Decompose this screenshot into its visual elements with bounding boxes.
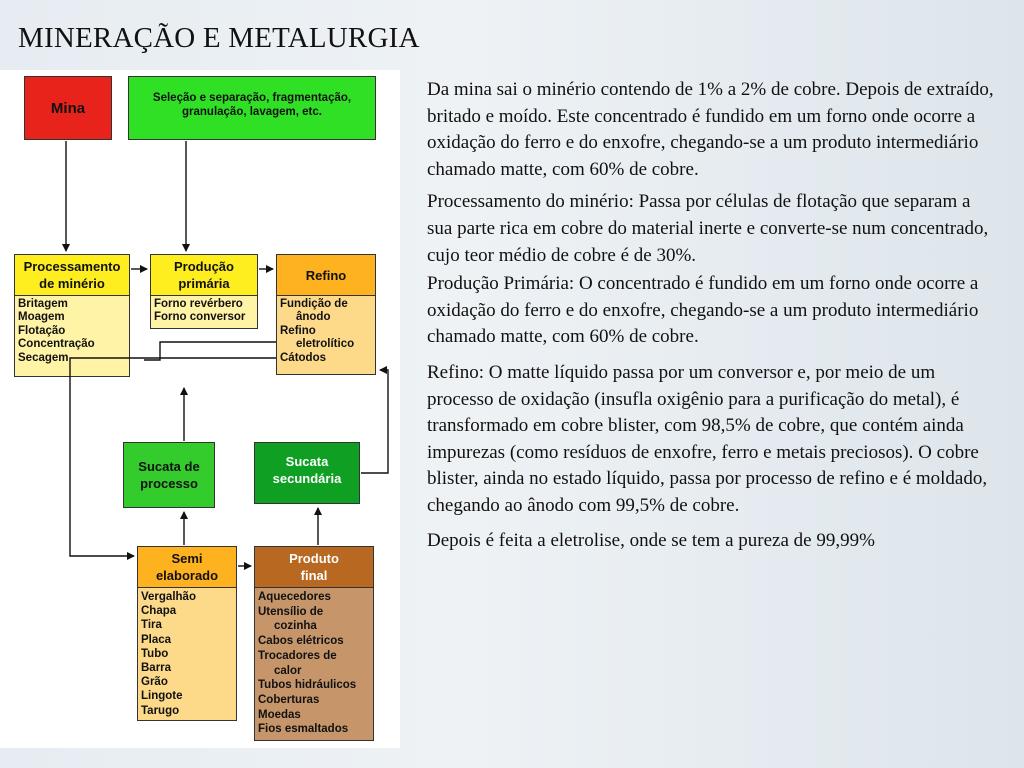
sucata-secundaria-label: Sucata secundária (272, 454, 342, 486)
body-text (427, 77, 1017, 554)
semi-label: Semi elaborado (155, 551, 219, 583)
paragraph-1: Da mina sai o minério contendo de 1% a 2% de cobre. Depois de extraído, britado e moído. Este concentrado é fundido em um forno onde ocorre a oxidação do ferro e do enxofre, chegando-se a um produto intermediário chamado matte, com 60% de cobre. (427, 79, 994, 180)
arrow-sucata-secundaria-refino (361, 370, 388, 473)
diagram-arrows (0, 70, 400, 748)
selecao-label: Seleção e separação, fragmentação, granulação, lavagem, etc. (152, 92, 352, 118)
refino-items: Fundição de ânodo Refino eletrolítico Cátodos (280, 298, 355, 364)
arrow-loop-semi (70, 408, 134, 556)
producao-label: Produção primária (174, 259, 234, 291)
page-title: MINERAÇÃO E METALURGIA (18, 22, 420, 54)
semi-items: Vergalhão Chapa Tira Placa Tubo Barra Grão Lingote Tarugo (141, 591, 196, 717)
refino-label: Refino (305, 267, 347, 283)
produto-items: Aquecedores Utensílio de cozinha Cabos elétricos Trocadores de calor Tubos hidráulicos Coberturas Moedas Fios esmaltados (258, 591, 357, 736)
produto-label: Produto final (289, 551, 339, 583)
paragraph-4: Refino: O matte líquido passa por um conversor e, por meio de um processo de oxidação (insufla oxigênio para a purificação do metal), é transformado em cobre blister, com 98,5% de cobre, que contém ainda impurezas (como resíduos de enxofre, ferro e metais preciosos). O cobre blister, ainda no estado líquido, passa por processo de refino e é moldado, chegando ao ânodo com 99,5% de cobre. (427, 361, 988, 516)
processamento-label: Processamento de minério (23, 259, 121, 291)
producao-items: Forno revérbero Forno conversor (154, 298, 246, 324)
sucata-processo-label: Sucata de processo (138, 459, 200, 491)
mina-label: Mina (50, 99, 86, 117)
arrow-refino-semi (70, 358, 276, 408)
paragraph-2: Processamento do minério: Passa por células de flotação que separam a sua parte rica em cobre do material inerte e converte-se num concentrado, cujo teor médio de cobre é de 30%. (427, 191, 989, 266)
processamento-items: Britagem Moagem Flotação Concentração Secagem (18, 298, 95, 364)
paragraph-5: Depois é feita a eletrolise, onde se tem a pureza de 99,99% (427, 529, 875, 551)
paragraph-3: Produção Primária: O concentrado é fundido em um forno onde ocorre a oxidação do ferro e do enxofre, chegando-se a um produto intermediário chamado matte, com 60% de cobre. (427, 273, 979, 348)
